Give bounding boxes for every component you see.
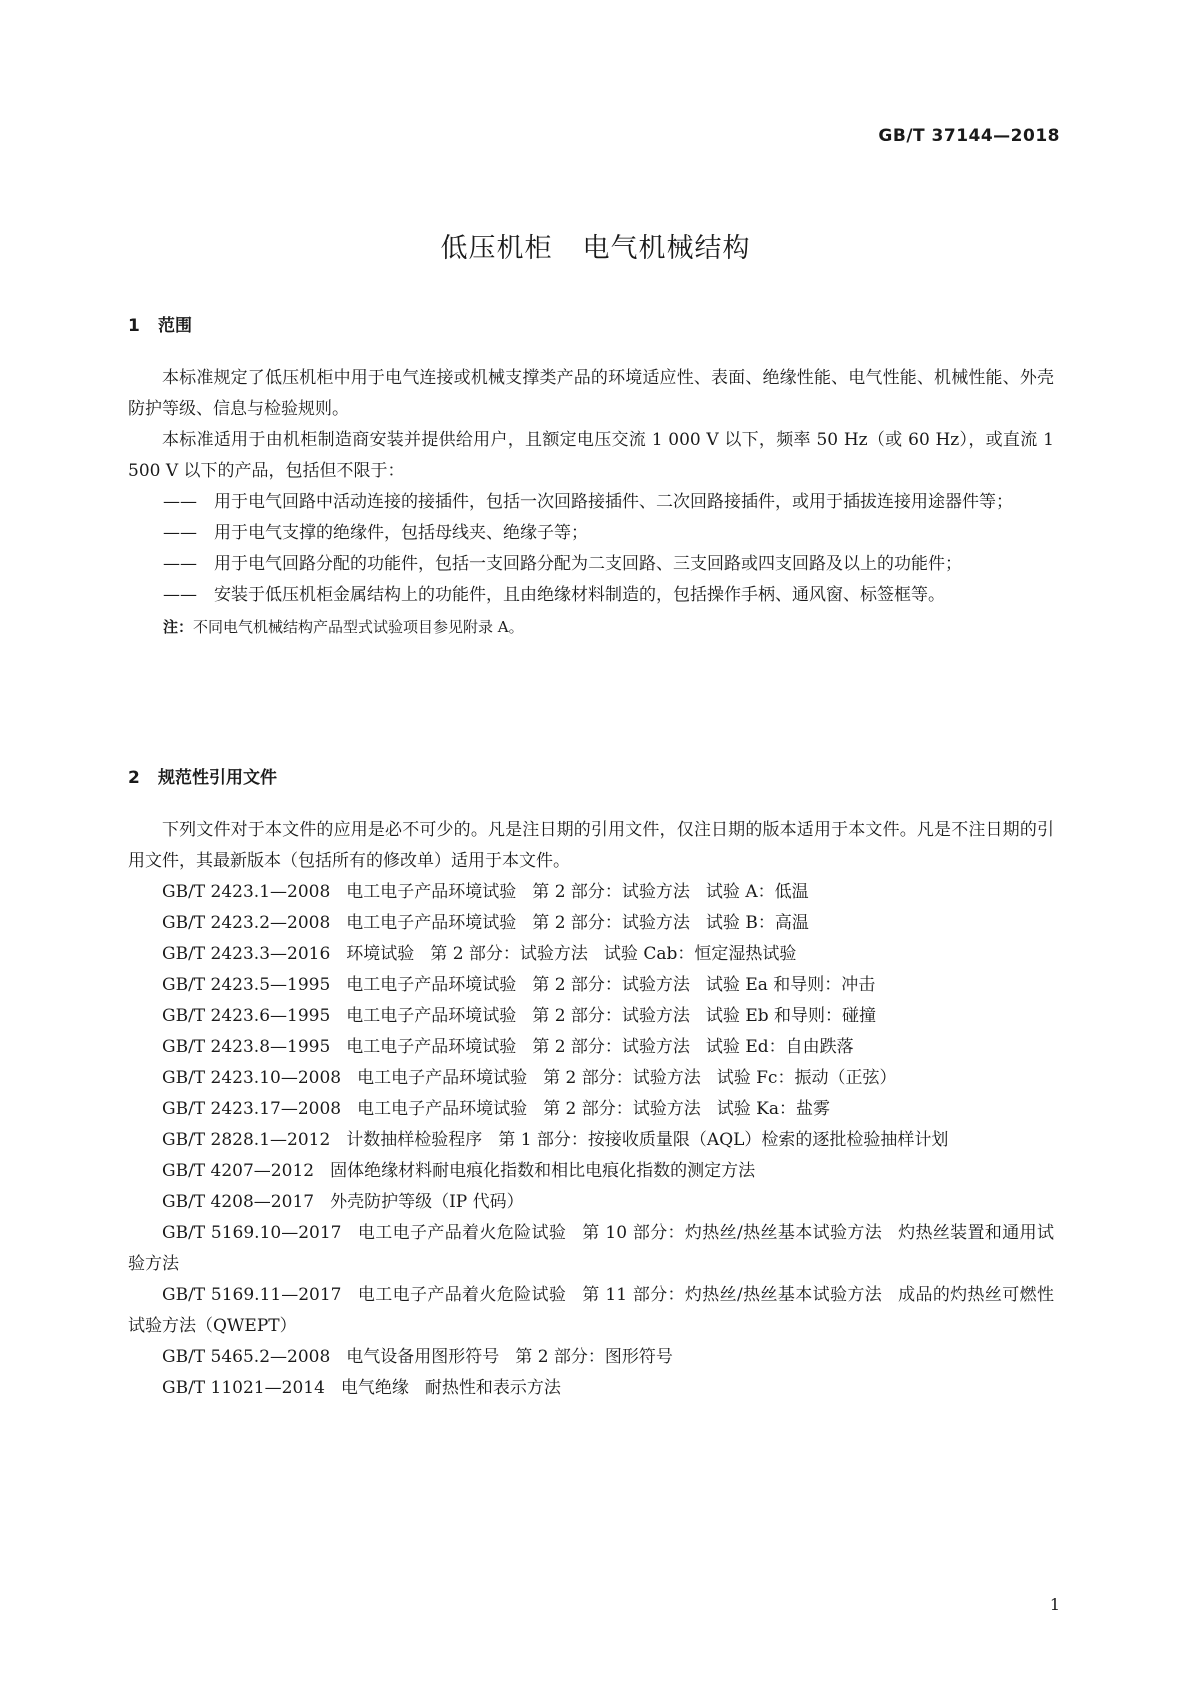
reference-item: GB/T 4207—2012 固体绝缘材料耐电痕化指数和相比电痕化指数的测定方法 (162, 1161, 756, 1181)
reference-item: GB/T 5169.11—2017 电工电子产品着火危险试验 第 11 部分：灼热丝/热丝基本试验方法 成品的灼热丝可燃性试验方法（QWEPT） (128, 1285, 1055, 1336)
reference-item: GB/T 2423.5—1995 电工电子产品环境试验 第 2 部分：试验方法 试验 Ea 和导则：冲击 (162, 975, 876, 995)
reference-item: GB/T 5169.10—2017 电工电子产品着火危险试验 第 10 部分：灼热丝/热丝基本试验方法 灼热丝装置和通用试验方法 (128, 1223, 1055, 1274)
reference-item: GB/T 2423.8—1995 电工电子产品环境试验 第 2 部分：试验方法 试验 Ed：自由跌落 (162, 1037, 854, 1057)
reference-item: GB/T 2423.10—2008 电工电子产品环境试验 第 2 部分：试验方法 试验 Fc：振动（正弦） (162, 1068, 897, 1088)
reference-item: GB/T 2423.3—2016 环境试验 第 2 部分：试验方法 试验 Cab：恒定湿热试验 (162, 944, 797, 964)
scope-paragraph-2: 本标准适用于由机柜制造商安装并提供给用户，且额定电压交流 1 000 V 以下，频率 50 Hz（或 60 Hz），或直流 1 500 V 以下的产品，包括但不限于： (128, 430, 1054, 481)
note-label: 注： (163, 618, 194, 636)
page-number: 1 (1049, 1595, 1060, 1614)
section-1-body (128, 363, 1054, 639)
scope-list-item: —— 用于电气支撑的绝缘件，包括母线夹、绝缘子等； (163, 523, 588, 543)
reference-item: GB/T 2423.6—1995 电工电子产品环境试验 第 2 部分：试验方法 试验 Eb 和导则：碰撞 (162, 1006, 877, 1026)
reference-item: GB/T 11021—2014 电气绝缘 耐热性和表示方法 (162, 1378, 561, 1398)
reference-item: GB/T 2828.1—2012 计数抽样检验程序 第 1 部分：按接收质量限（AQL）检索的逐批检验抽样计划 (162, 1130, 949, 1150)
scope-paragraph-1: 本标准规定了低压机柜中用于电气连接或机械支撑类产品的环境适应性、表面、绝缘性能、电气性能、机械性能、外壳防护等级、信息与检验规则。 (128, 368, 1054, 419)
section-2-body (128, 815, 1054, 1404)
scope-list-item: —— 用于电气回路分配的功能件，包括一支回路分配为二支回路、三支回路或四支回路及以上的功能件； (163, 554, 962, 574)
section-2-number: 2 (128, 768, 140, 788)
standard-code: GB/T 37144—2018 (878, 126, 1060, 146)
section-1-number: 1 (128, 316, 140, 336)
section-2-title: 规范性引用文件 (158, 768, 277, 788)
scope-list-item: —— 用于电气回路中活动连接的接插件，包括一次回路接插件、二次回路接插件，或用于插拔连接用途器件等； (163, 492, 1013, 512)
scope-list-item: —— 安装于低压机柜金属结构上的功能件，且由绝缘材料制造的，包括操作手柄、通风窗、标签框等。 (163, 585, 945, 605)
section-1-heading (128, 311, 192, 336)
reference-item: GB/T 5465.2—2008 电气设备用图形符号 第 2 部分：图形符号 (162, 1347, 673, 1367)
title-part-2: 电气机械结构 (582, 233, 751, 264)
section-1-title: 范围 (158, 316, 192, 336)
title-part-1: 低压机柜 (440, 233, 553, 264)
reference-item: GB/T 2423.1—2008 电工电子产品环境试验 第 2 部分：试验方法 试验 A：低温 (162, 882, 809, 902)
document-title (0, 226, 1191, 265)
reference-item: GB/T 2423.17—2008 电工电子产品环境试验 第 2 部分：试验方法 试验 Ka：盐雾 (162, 1099, 830, 1119)
reference-item: GB/T 4208—2017 外壳防护等级（IP 代码） (162, 1192, 524, 1212)
reference-item: GB/T 2423.2—2008 电工电子产品环境试验 第 2 部分：试验方法 试验 B：高温 (162, 913, 809, 933)
note-text: 不同电气机械结构产品型式试验项目参见附录 A。 (193, 618, 524, 636)
scope-note (163, 615, 1054, 639)
section-2-heading (128, 763, 277, 788)
references-intro: 下列文件对于本文件的应用是必不可少的。凡是注日期的引用文件，仅注日期的版本适用于本文件。凡是不注日期的引用文件，其最新版本（包括所有的修改单）适用于本文件。 (128, 820, 1054, 871)
